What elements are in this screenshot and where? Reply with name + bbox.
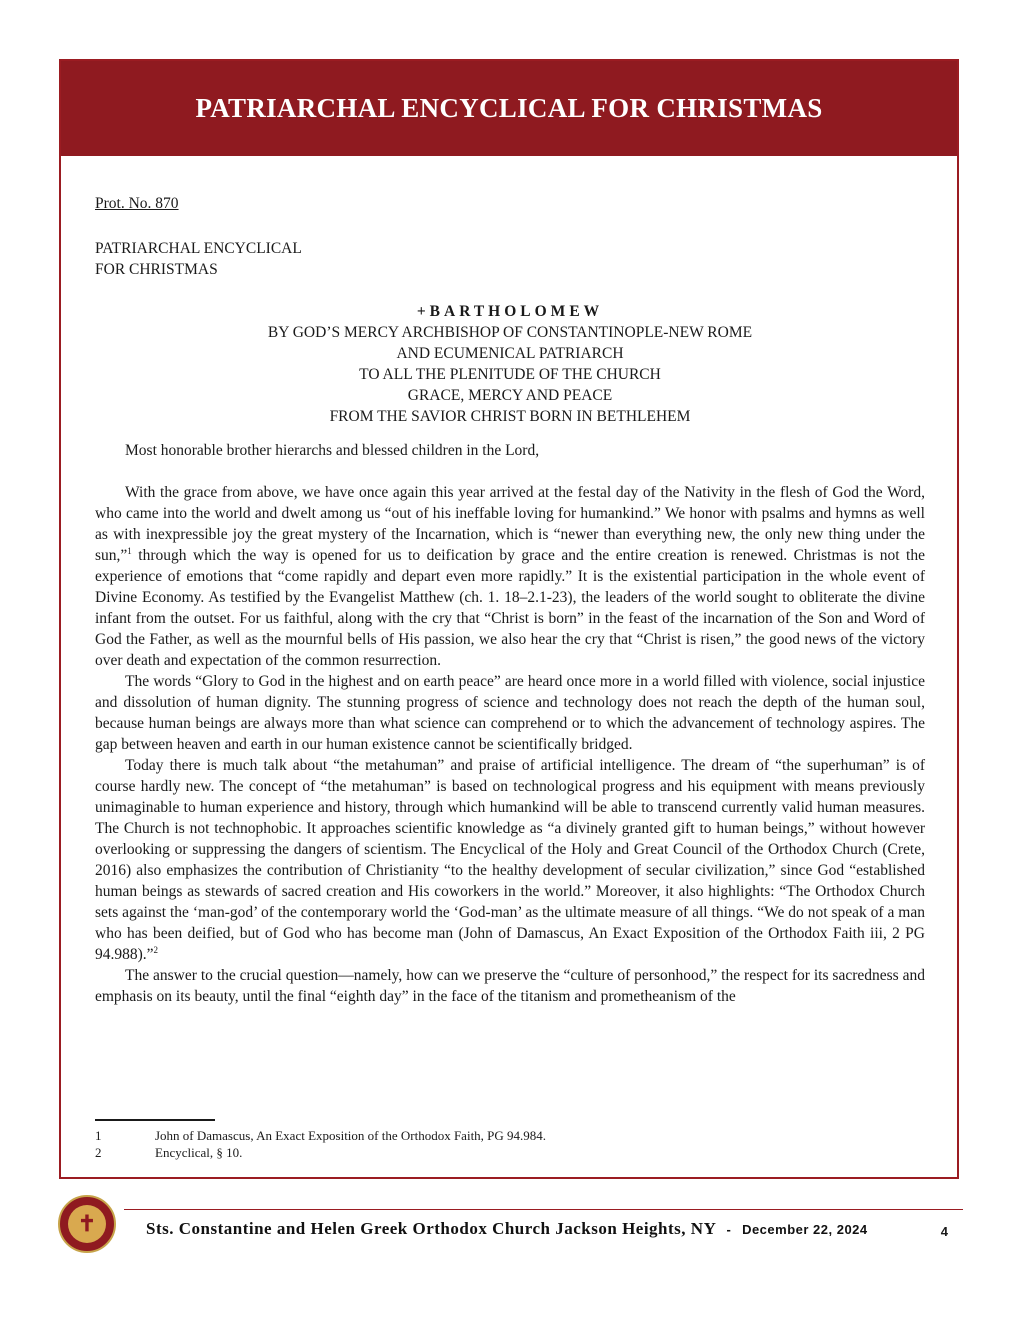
footnote-ref: 1 xyxy=(127,545,132,556)
footnotes xyxy=(95,1119,925,1161)
footnote-text: Encyclical, § 10. xyxy=(155,1145,243,1160)
footer-separator: - xyxy=(726,1222,732,1237)
salutation-heading xyxy=(95,301,925,427)
article-frame xyxy=(59,59,959,1179)
page-footer xyxy=(58,1195,963,1255)
paragraph-text: through which the way is opened for us to deification by grace and the entire creation is renewed. Christmas is not the experience of emotions that “come rapidly and depart even more rapidly.” It is the existential participation in the whole event of Divine Economy. As testified by the Evangelist Matthew (ch. 1. 18–2.1-23), the leaders of the world sought to obliterate the divine infant from the outset. For us faithful, along with the cry that “Christ is born” in the feast of the incarnation of the Son and Word of God the Father, as well as the mournful bells of His passion, we also hear the cry that “Christ is risen,” the good news of the victory over death and expectation of the common resurrection. xyxy=(95,547,925,669)
footnote-text: John of Damascus, An Exact Exposition of the Orthodox Faith, PG 94.984. xyxy=(155,1128,547,1143)
document-type xyxy=(95,238,925,280)
footnote-number: 2 xyxy=(95,1145,102,1160)
patriarch-name: +BARTHOLOMEW xyxy=(416,303,604,320)
footnote-divider xyxy=(95,1119,215,1121)
paragraph-text: With the grace from above, we have once again this year arrived at the festal day of the Nativity in the flesh of God the Word, who came into the world and dwelt among us “out of his ineffable loving for humankind.” We honor with psalms and hymns as well as with inexpressible joy the great mystery of the Incarnation, which is “newer than everything new, the only new thing under the sun,” xyxy=(95,484,925,564)
paragraph: The answer to the crucial question—namely, how can we preserve the “culture of personhood,” the respect for its sacredness and emphasis on its beauty, until the final “eighth day” in the face of the titanism and prometheanism of the xyxy=(95,967,925,1005)
footer-date: December 22, 2024 xyxy=(742,1222,868,1237)
document-type-line: FOR CHRISTMAS xyxy=(95,261,218,278)
document-type-line: PATRIARCHAL ENCYCLICAL xyxy=(95,240,302,257)
protocol-number: Prot. No. 870 xyxy=(95,195,179,212)
body-paragraphs xyxy=(95,482,925,1007)
paragraph: The words “Glory to God in the highest and on earth peace” are heard once more in a world filled with violence, social injustice and dissolution of human dignity. The stunning progress of science and technology does not reach the depth of the human soul, because human beings are always more than what science can comprehend or to which the advancement of technology aspires. The gap between heaven and earth in our human existence cannot be scientifically bridged. xyxy=(95,673,925,753)
paragraph xyxy=(95,482,925,671)
paragraph-text: Today there is much talk about “the metahuman” and praise of artificial intelligence. The dream of “the superhuman” is of course hardly new. The concept of “the metahuman” is based on technological progress and his equipment with means previously unimaginable to human experience and history, through which humankind will be able to transcend currently valid human measures. The Church is not technophobic. It approaches scientific knowledge as “a divinely granted gift to human beings,” without however overlooking or suppressing the dangers of scientism. The Encyclical of the Holy and Great Council of the Orthodox Church (Crete, 2016) also emphasizes the contribution of Christianity “to the healthy development of secular civilization,” since God “established human beings as stewards of sacred creation and His coworkers in the world.” Moreover, it also highlights: “The Orthodox Church sets against the ‘man-god’ of the contemporary world the ‘God-man’ as the ultimate measure of all things. “We do not speak of a man who has been deified, but of God who has become man (John of Damascus, An Exact Exposition of the Orthodox Faith iii, 2 PG 94.988).” xyxy=(95,757,925,963)
heading-line: AND ECUMENICAL PATRIARCH xyxy=(396,345,624,362)
heading-line: GRACE, MERCY AND PEACE xyxy=(407,387,613,404)
letter-body xyxy=(95,193,925,1007)
page-title: PATRIARCHAL ENCYCLICAL FOR CHRISTMAS xyxy=(195,93,823,123)
footnote xyxy=(95,1127,925,1144)
parish-name: Sts. Constantine and Helen Greek Orthodox Church Jackson Heights, NY xyxy=(146,1219,716,1238)
footer-parish xyxy=(146,1219,868,1239)
heading-line: BY GOD’S MERCY ARCHBISHOP OF CONSTANTINOPLE-NEW ROME xyxy=(267,324,753,341)
church-seal-icon: ✝ xyxy=(58,1195,116,1253)
greeting: Most honorable brother hierarchs and blessed children in the Lord, xyxy=(125,442,540,459)
title-banner xyxy=(61,61,957,156)
page-number: 4 xyxy=(940,1224,948,1239)
heading-line: FROM THE SAVIOR CHRIST BORN IN BETHLEHEM xyxy=(329,408,691,425)
heading-line: TO ALL THE PLENITUDE OF THE CHURCH xyxy=(359,366,661,383)
footer-divider xyxy=(124,1209,963,1210)
footnote xyxy=(95,1144,925,1161)
paragraph xyxy=(95,755,925,965)
footnote-number: 1 xyxy=(95,1128,102,1143)
footnote-ref: 2 xyxy=(153,944,159,955)
